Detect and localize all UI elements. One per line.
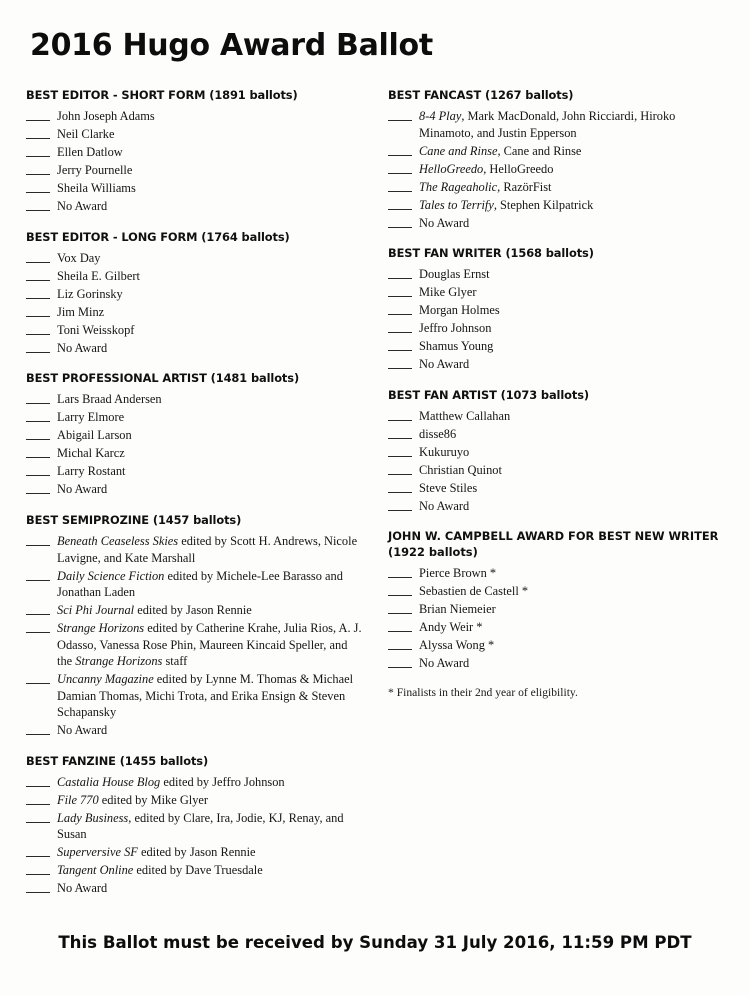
vote-blank-line[interactable] (26, 614, 50, 615)
ballot-entry[interactable] (388, 161, 726, 178)
category-heading: BEST FAN WRITER (1568 ballots) (388, 246, 594, 261)
vote-blank-line[interactable] (388, 438, 412, 439)
vote-blank-line[interactable] (388, 227, 412, 228)
nominee-label: Cane and Rinse, Cane and Rinse (419, 143, 582, 158)
vote-blank-line[interactable] (388, 173, 412, 174)
ballot-entry[interactable] (388, 408, 726, 425)
nominee-label: File 770 edited by Mike Glyer (57, 792, 209, 807)
ballot-entry[interactable] (26, 774, 364, 791)
nominee-label: Brian Niemeier (419, 601, 496, 616)
vote-blank-line[interactable] (388, 191, 412, 192)
vote-blank-line[interactable] (26, 120, 50, 121)
nominee-label: Christian Quinot (419, 462, 502, 477)
page-title: 2016 Hugo Award Ballot (30, 28, 433, 63)
nominee-label: Matthew Callahan (419, 408, 511, 423)
ballot-entry[interactable] (388, 655, 726, 672)
ballot-entry[interactable] (26, 533, 364, 566)
nominee-label: disse86 (419, 426, 457, 441)
vote-blank-line[interactable] (26, 786, 50, 787)
ballot-entry[interactable] (26, 250, 364, 267)
nominee-label: Mike Glyer (419, 285, 477, 300)
ballot-entry[interactable] (388, 426, 726, 443)
vote-blank-line[interactable] (388, 155, 412, 156)
right-column (388, 88, 726, 912)
nominee-label: Douglas Ernst (419, 267, 490, 282)
nominee-label: 8-4 Play, Mark MacDonald, John Ricciardi, Hiroko Minamoto, and Justin Epperson (419, 109, 676, 140)
nominee-label: No Award (419, 215, 470, 230)
ballot-entry[interactable] (388, 480, 726, 497)
category-heading: BEST EDITOR - SHORT FORM (1891 ballots) (26, 88, 298, 102)
vote-blank-line[interactable] (26, 210, 50, 211)
nominee-label: Michal Karcz (57, 446, 125, 461)
nominee-label: Sheila Williams (57, 181, 136, 196)
ballot-category (388, 88, 726, 231)
ballot-entry[interactable] (26, 792, 364, 809)
nominee-label: No Award (57, 482, 108, 497)
vote-blank-line[interactable] (26, 856, 50, 857)
vote-blank-line[interactable] (388, 209, 412, 210)
deadline-notice: This Ballot must be received by Sunday 31 July 2016, 11:59 PM PDT (58, 933, 692, 952)
nominee-label: John Joseph Adams (57, 109, 155, 124)
vote-blank-line[interactable] (26, 734, 50, 735)
ballot-category (26, 230, 364, 357)
vote-blank-line[interactable] (26, 632, 50, 633)
vote-blank-line[interactable] (26, 262, 50, 263)
vote-blank-line[interactable] (388, 278, 412, 279)
nominee-label: Pierce Brown * (419, 565, 497, 580)
vote-blank-line[interactable] (26, 874, 50, 875)
ballot-entry[interactable] (388, 197, 726, 214)
vote-blank-line[interactable] (388, 368, 412, 369)
ballot-category (388, 388, 726, 515)
category-heading: BEST FAN ARTIST (1073 ballots) (388, 387, 589, 402)
nominee-label: Strange Horizons edited by Catherine Krahe, Julia Rios, A. J. Odasso, Vanessa Rose Phin, Maureen Kincaid Speller, and the Strange Horizons staff (57, 621, 362, 669)
vote-blank-line[interactable] (26, 493, 50, 494)
ballot-entry[interactable] (388, 338, 726, 355)
nominee-label: Vox Day (57, 250, 101, 265)
ballot-entry[interactable] (26, 568, 364, 601)
vote-blank-line[interactable] (388, 613, 412, 614)
vote-blank-line[interactable] (388, 649, 412, 650)
ballot-entry[interactable] (26, 427, 364, 444)
nominee-label: No Award (57, 723, 108, 738)
nominee-label: Lady Business, edited by Clare, Ira, Jodie, KJ, Renay, and Susan (57, 810, 344, 842)
nominee-label: Toni Weisskopf (57, 322, 135, 337)
nominee-label: The Rageaholic, RazörFist (419, 179, 552, 194)
ballot-entry[interactable] (26, 671, 364, 721)
ballot-entry[interactable] (388, 565, 726, 582)
ballot-entry[interactable] (388, 284, 726, 301)
nominee-label: No Award (419, 655, 470, 670)
ballot-entry[interactable] (26, 126, 364, 143)
nominee-label: HelloGreedo, HelloGreedo (419, 161, 554, 176)
nominee-label: Jerry Pournelle (57, 163, 133, 178)
nominee-label: Uncanny Magazine edited by Lynne M. Thomas & Michael Damian Thomas, Michi Trota, and Erika Ensign & Steven Schapansky (57, 672, 354, 720)
nominee-label: Larry Elmore (57, 410, 125, 425)
nominee-label: No Award (57, 340, 108, 355)
ballot-entry[interactable] (26, 620, 364, 670)
nominee-label: No Award (57, 199, 108, 214)
nominee-label: Alyssa Wong * (419, 637, 495, 652)
nominee-label: Tangent Online edited by Dave Truesdale (57, 863, 263, 878)
nominee-label: No Award (57, 881, 108, 896)
nominee-label: Ellen Datlow (57, 145, 123, 160)
vote-blank-line[interactable] (388, 296, 412, 297)
ballot-entry[interactable] (388, 462, 726, 479)
ballot-entry[interactable] (26, 180, 364, 197)
vote-blank-line[interactable] (26, 804, 50, 805)
vote-blank-line[interactable] (26, 192, 50, 193)
ballot-entry[interactable] (26, 144, 364, 161)
ballot-entry[interactable] (388, 320, 726, 337)
nominee-label: Shamus Young (419, 339, 494, 354)
vote-blank-line[interactable] (26, 403, 50, 404)
nominee-label: Sci Phi Journal edited by Jason Rennie (57, 603, 252, 618)
ballot-category (388, 529, 726, 671)
vote-blank-line[interactable] (26, 334, 50, 335)
vote-blank-line[interactable] (26, 439, 50, 440)
ballot-entry[interactable] (388, 215, 726, 232)
ballot-entry[interactable] (26, 391, 364, 408)
vote-blank-line[interactable] (388, 510, 412, 511)
ballot-entry[interactable] (388, 619, 726, 636)
vote-blank-line[interactable] (26, 156, 50, 157)
nominee-label: No Award (419, 357, 470, 372)
ballot-entry[interactable] (388, 498, 726, 515)
ballot-category (26, 754, 364, 897)
category-heading: JOHN W. CAMPBELL AWARD FOR BEST NEW WRITER (1922 ballots) (388, 529, 719, 559)
ballot-entry[interactable] (388, 637, 726, 654)
ballot-category (26, 513, 364, 739)
vote-blank-line[interactable] (26, 822, 50, 823)
nominee-label: Andy Weir * (419, 619, 483, 634)
ballot-category (26, 88, 364, 215)
ballot-entry[interactable] (26, 162, 364, 179)
nominee-label: Liz Gorinsky (57, 286, 123, 301)
ballot-entry[interactable] (26, 340, 364, 357)
ballot-entry[interactable] (388, 179, 726, 196)
nominee-label: Sebastien de Castell * (419, 583, 529, 598)
vote-blank-line[interactable] (26, 421, 50, 422)
nominee-label: Larry Rostant (57, 464, 126, 479)
vote-blank-line[interactable] (388, 474, 412, 475)
ballot-category (388, 246, 726, 373)
nominee-label: Jim Minz (57, 304, 105, 319)
ballot-entry[interactable] (388, 444, 726, 461)
ballot-entry[interactable] (26, 481, 364, 498)
ballot-entry[interactable] (26, 304, 364, 321)
nominee-label: Castalia House Blog edited by Jeffro Johnson (57, 774, 285, 789)
vote-blank-line[interactable] (388, 332, 412, 333)
ballot-entry[interactable] (26, 862, 364, 879)
nominee-label: Daily Science Fiction edited by Michele-Lee Barasso and Jonathan Laden (57, 568, 343, 600)
vote-blank-line[interactable] (26, 892, 50, 893)
vote-blank-line[interactable] (26, 457, 50, 458)
ballot-entry[interactable] (388, 266, 726, 283)
ballot-entry[interactable] (388, 108, 726, 141)
vote-blank-line[interactable] (26, 683, 50, 684)
vote-blank-line[interactable] (26, 545, 50, 546)
vote-blank-line[interactable] (388, 667, 412, 668)
ballot-entry[interactable] (26, 722, 364, 739)
ballot-entry[interactable] (26, 463, 364, 480)
ballot-entry[interactable] (26, 844, 364, 861)
vote-blank-line[interactable] (26, 316, 50, 317)
ballot-entry[interactable] (26, 286, 364, 303)
ballot-entry[interactable] (26, 445, 364, 462)
ballot-entry[interactable] (388, 356, 726, 373)
vote-blank-line[interactable] (26, 298, 50, 299)
category-heading: BEST FANCAST (1267 ballots) (388, 88, 574, 102)
nominee-label: No Award (419, 498, 470, 513)
nominee-label: Lars Braad Andersen (57, 392, 162, 407)
vote-blank-line[interactable] (388, 350, 412, 351)
ballot-entry[interactable] (388, 583, 726, 600)
vote-blank-line[interactable] (26, 174, 50, 175)
category-heading: BEST PROFESSIONAL ARTIST (1481 ballots) (26, 371, 300, 386)
vote-blank-line[interactable] (388, 577, 412, 578)
vote-blank-line[interactable] (388, 456, 412, 457)
ballot-entry[interactable] (26, 810, 364, 843)
ballot-entry[interactable] (26, 322, 364, 339)
nominee-label: Sheila E. Gilbert (57, 268, 140, 283)
vote-blank-line[interactable] (26, 580, 50, 581)
ballot-columns (26, 88, 726, 912)
ballot-entry[interactable] (26, 602, 364, 619)
nominee-label: Kukuruyo (419, 444, 470, 459)
vote-blank-line[interactable] (26, 280, 50, 281)
nominee-label: Neil Clarke (57, 127, 115, 142)
vote-blank-line[interactable] (26, 352, 50, 353)
vote-blank-line[interactable] (388, 420, 412, 421)
nominee-label: Steve Stiles (419, 480, 478, 495)
eligibility-footnote: * Finalists in their 2nd year of eligibility. (388, 686, 578, 700)
nominee-label: Superversive SF edited by Jason Rennie (57, 845, 256, 860)
ballot-entry[interactable] (26, 198, 364, 215)
category-heading: BEST EDITOR - LONG FORM (1764 ballots) (26, 229, 290, 244)
ballot-category (26, 371, 364, 498)
vote-blank-line[interactable] (388, 492, 412, 493)
ballot-entry[interactable] (26, 268, 364, 285)
vote-blank-line[interactable] (26, 138, 50, 139)
vote-blank-line[interactable] (26, 475, 50, 476)
nominee-label: Beneath Ceaseless Skies edited by Scott H. Andrews, Nicole Lavigne, and Kate Marshall (57, 534, 358, 565)
category-heading: BEST FANZINE (1455 ballots) (26, 753, 209, 768)
vote-blank-line[interactable] (388, 314, 412, 315)
ballot-entry[interactable] (388, 302, 726, 319)
ballot-entry[interactable] (26, 108, 364, 125)
nominee-label: Jeffro Johnson (419, 321, 492, 336)
vote-blank-line[interactable] (388, 120, 412, 121)
nominee-label: Tales to Terrify, Stephen Kilpatrick (419, 197, 594, 212)
vote-blank-line[interactable] (388, 631, 412, 632)
category-heading: BEST SEMIPROZINE (1457 ballots) (26, 512, 242, 527)
vote-blank-line[interactable] (388, 595, 412, 596)
nominee-label: Morgan Holmes (419, 303, 500, 318)
ballot-entry[interactable] (26, 880, 364, 897)
left-column (26, 88, 364, 912)
ballot-entry[interactable] (388, 143, 726, 160)
ballot-entry[interactable] (388, 601, 726, 618)
nominee-label: Abigail Larson (57, 428, 132, 443)
ballot-entry[interactable] (26, 409, 364, 426)
